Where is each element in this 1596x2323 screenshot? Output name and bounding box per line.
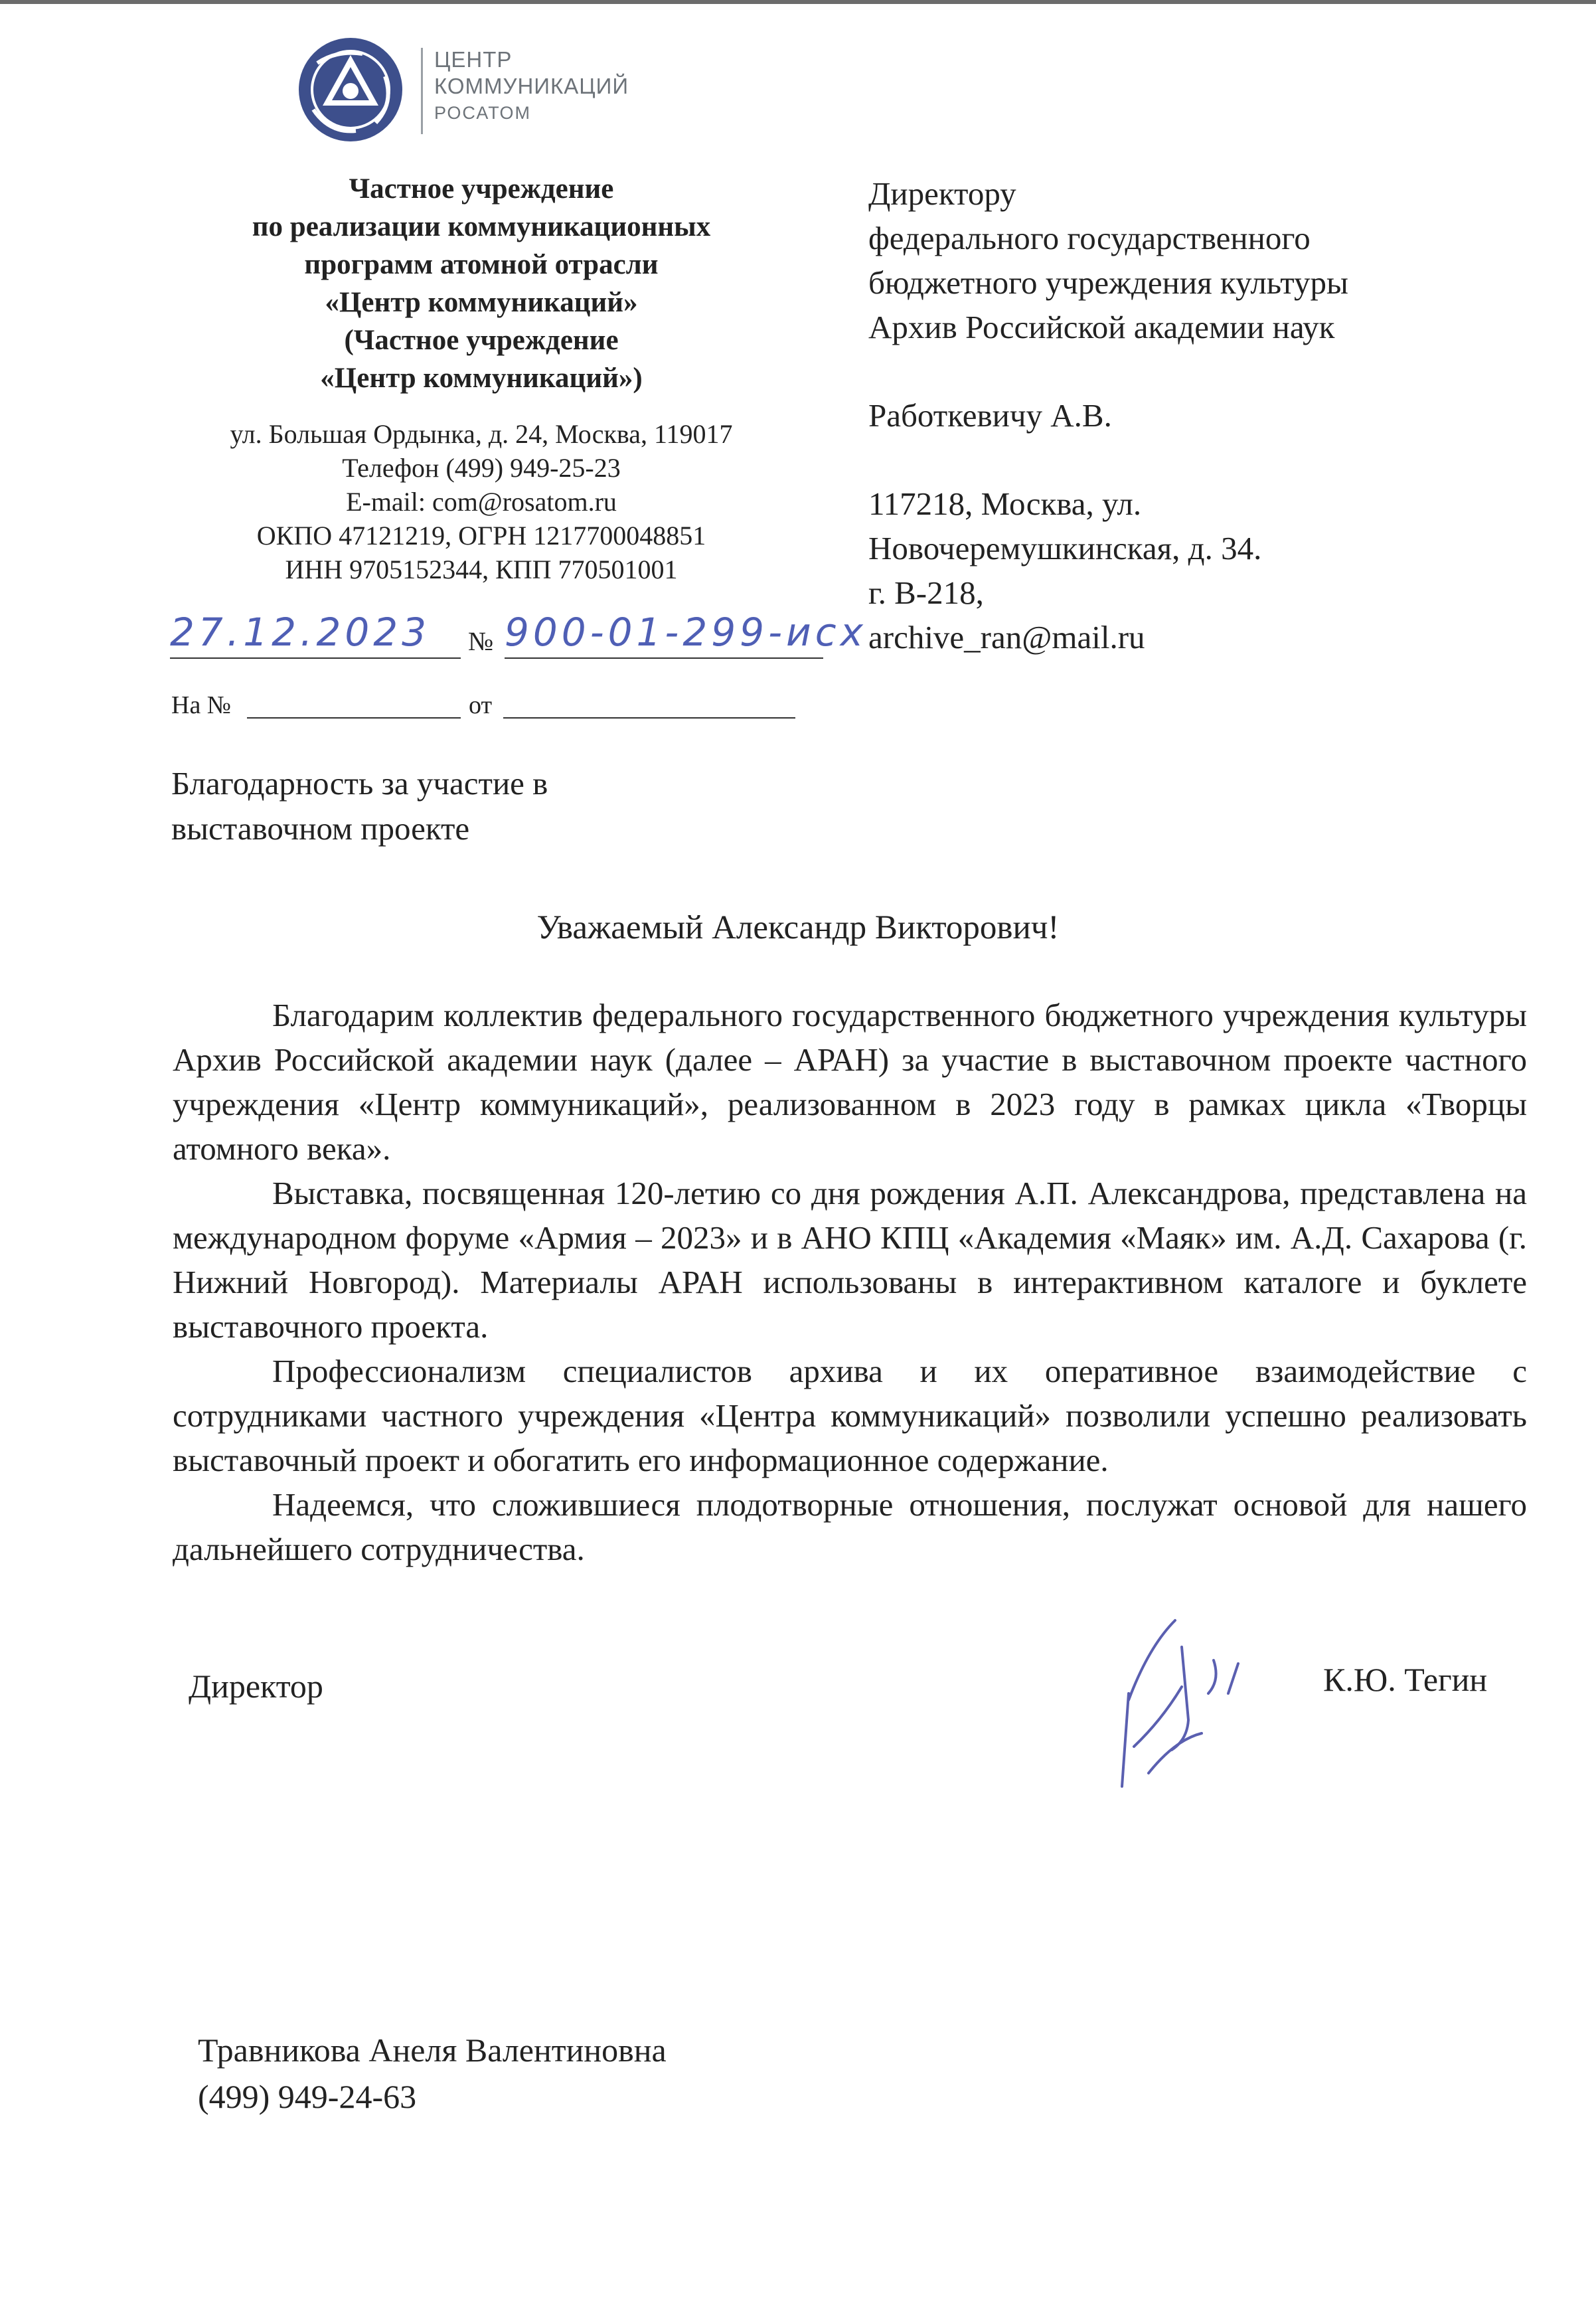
subject-line: выставочном проекте [171, 810, 470, 847]
sender-address: ул. Большая Ордынка, д. 24, Москва, 119017 [230, 419, 733, 449]
letter-number: 900-01-299-исх [505, 610, 867, 655]
sender-line: программ атомной отрасли [304, 249, 659, 280]
addressee-line: федерального государственного [868, 220, 1311, 256]
addressee-line: бюджетного учреждения культуры [868, 264, 1348, 301]
ref-number-label: На № [171, 691, 232, 719]
handwritten-signature [1102, 1607, 1261, 1800]
salutation: Уважаемый Александр Викторович! [536, 909, 1060, 946]
sender-line: (Частное учреждение [344, 325, 619, 356]
body-paragraph: Профессионализм специалистов архива и их оперативное взаимодействие с сотрудниками частного учреждения «Центра коммуникаций» позволили успешно реализовать выставочный проект и обогатить его информационное содержание. [173, 1353, 1527, 1478]
contact-name: Травникова Анеля Валентиновна [198, 2031, 667, 2069]
logo-line-3: РОСАТОМ [434, 103, 531, 123]
addressee-address-line: г. В-218, [868, 574, 984, 611]
contact-phone: (499) 949-24-63 [198, 2078, 417, 2115]
addressee-address-line: 117218, Москва, ул. [868, 485, 1142, 522]
subject-line: Благодарность за участие в [171, 765, 548, 802]
body-paragraph: Выставка, посвященная 120-летию со дня рождения А.П. Александрова, представлена на международном форуме «Армия – 2023» и в АНО КПЦ «Академия «Маяк» им. А.Д. Сахарова (г. Нижний Новгород). Материалы АРАН использованы в интерактивном каталоге и буклете выставочного проекта. [173, 1175, 1527, 1345]
addressee-address-line: Новочеремушкинская, д. 34. [868, 530, 1262, 566]
contact-person [198, 2027, 667, 2120]
signatory-name: К.Ю. Тегин [1323, 1661, 1488, 1698]
ref-number-blank [247, 717, 461, 719]
rosatom-logo-icon [297, 37, 404, 143]
sender-line: Частное учреждение [349, 173, 614, 205]
letter-subject [171, 761, 769, 851]
sender-phone: Телефон (499) 949-25-23 [342, 453, 621, 483]
number-underline [505, 657, 823, 659]
addressee-block [868, 171, 1532, 659]
sender-line: по реализации коммуникационных [252, 211, 711, 242]
page-top-edge [0, 0, 1596, 4]
logo-text [434, 46, 629, 126]
logo-divider [421, 48, 423, 134]
sender-email: E-mail: com@rosatom.ru [346, 487, 617, 517]
logo-line-2: КОММУНИКАЦИЙ [434, 74, 629, 98]
sender-line: «Центр коммуникаций» [325, 287, 638, 318]
sender-inn: ИНН 9705152344, КПП 770501001 [285, 555, 678, 584]
logo-line-1: ЦЕНТР [434, 47, 513, 72]
ref-from-label: от [469, 691, 493, 719]
letter-date: 27.12.2023 [170, 610, 431, 655]
ref-date-blank [503, 717, 795, 719]
sender-okpo: ОКПО 47121219, ОГРН 1217700048851 [256, 521, 706, 551]
addressee-email: archive_ran@mail.ru [868, 619, 1145, 655]
body-paragraph: Надеемся, что сложившиеся плодотворные отношения, послужат основой для нашего дальнейшего сотрудничества. [173, 1486, 1527, 1567]
sender-line: «Центр коммуникаций») [320, 363, 643, 394]
addressee-line: Архив Российской академии наук [868, 309, 1335, 345]
number-label: № [468, 626, 494, 656]
date-underline [170, 657, 461, 659]
addressee-name: Работкевичу А.В. [868, 397, 1112, 434]
sender-name [153, 170, 810, 397]
body-paragraph: Благодарим коллектив федерального государственного бюджетного учреждения культуры Архив Российской академии наук (далее – АРАН) за участие в выставочном проекте частного учреждения «Центр коммуникаций», реализованном в 2023 году в рамках цикла «Творцы атомного века». [173, 997, 1527, 1167]
addressee-line: Директору [868, 175, 1016, 212]
signatory-title: Директор [189, 1668, 323, 1705]
letter-body [173, 993, 1527, 1571]
sender-contacts [153, 417, 810, 586]
